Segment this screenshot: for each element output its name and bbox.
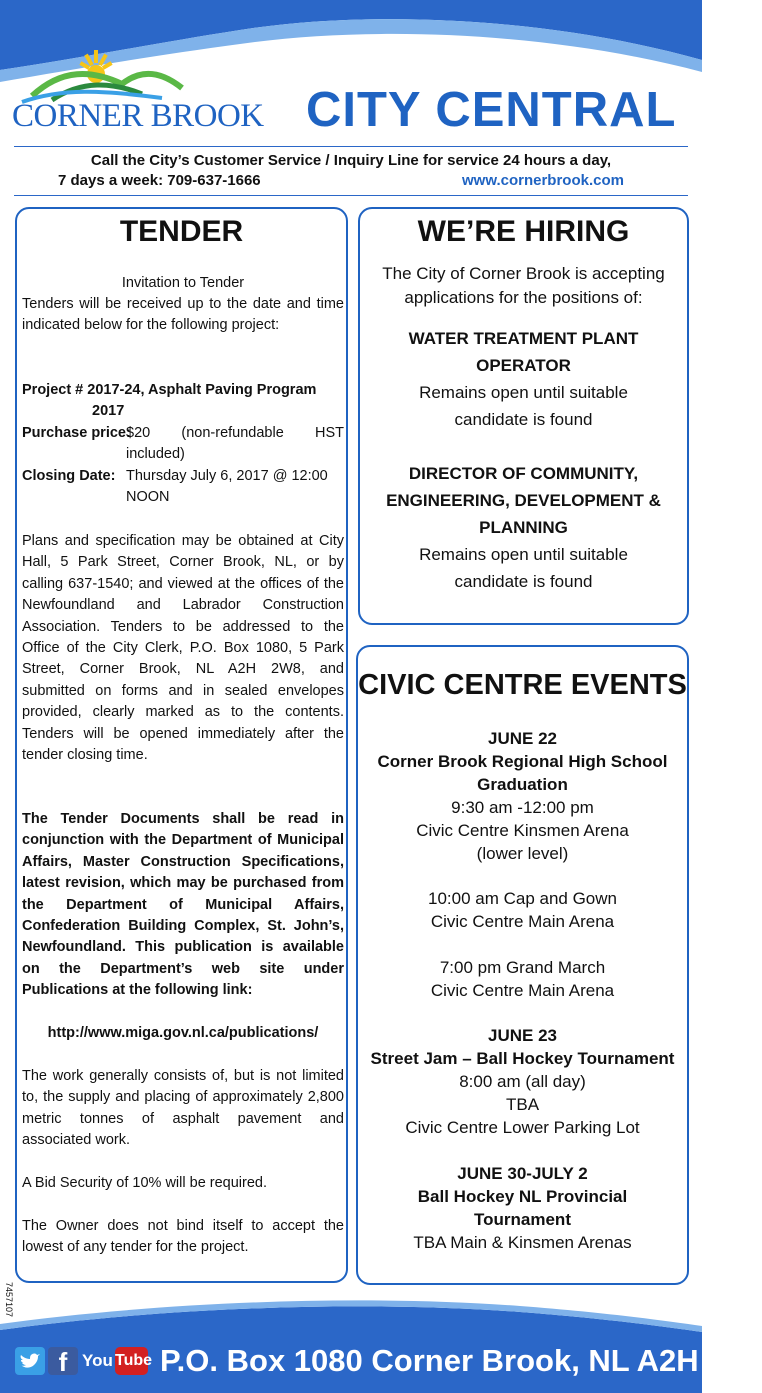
events-title: CIVIC CENTRE EVENTS [358,669,687,701]
header-divider-2 [14,195,688,196]
event-4-tba: TBA [505,1095,540,1114]
event-1-name: Corner Brook Regional High School Graduation [377,752,668,794]
position-name-2: DIRECTOR OF COMMUNITY, ENGINEERING, DEVELOPMENT & PLANNING [386,464,661,537]
tender-owner: The Owner does not bind itself to accept the lowest of any tender for the project. [22,1218,344,1256]
header-divider [14,146,688,147]
ad-code: 7457107 [4,1282,14,1318]
event-1-time: 9:30 am -12:00 pm [451,798,594,817]
corner-brook-logo [12,48,302,140]
event-2-place: Civic Centre Main Arena [430,912,615,931]
youtube-tube-text: Tube [115,1347,148,1375]
tender-work: The work generally consists of, but is not limited to, the supply and placing of approximately 2,800 metric tonnes of asphalt pavement and associated work. [22,1068,344,1149]
event-5-place: TBA Main & Kinsmen Arenas [413,1233,632,1252]
tender-invitation: Invitation to Tender [121,275,245,291]
event-4-time: 8:00 am (all day) [459,1072,586,1091]
logo-text: CORNER BROOK [12,98,264,134]
twitter-icon[interactable] [15,1347,45,1375]
event-5-date: JUNE 30-JULY 2 [457,1164,588,1183]
tender-closing-row [22,466,344,509]
event-4-date: JUNE 23 [488,1026,557,1045]
tender-closing-value: Thursday July 6, 2017 @ 12:00 NOON [126,468,328,506]
event-3-time: 7:00 pm Grand March [439,958,606,977]
tender-project-label: Project # 2017-24, Asphalt Paving Program [22,382,317,398]
hiring-box [358,207,689,625]
tender-purchase-row [22,423,344,466]
tender-title: TENDER [119,215,244,248]
event-1-place: Civic Centre Kinsmen Arena (lower level) [416,821,629,863]
youtube-you-text: You [82,1351,113,1370]
event-4-name: Street Jam – Ball Hockey Tournament [370,1049,675,1068]
tender-plans: Plans and specification may be obtained at City Hall, 5 Park Street, Corner Brook, NL, or by calling 637-1540; and viewed at the offices of the Newfoundland and Labrador Construction Association. Tenders to be addressed to the Office of the City Clerk, P.O. Box 1080, 5 Park Street, Corner Brook, NL A2H 2W8, and submitted on forms and in sealed envelopes provided, clearly marked as to the contents. Tenders will be opened immediately after the tender closing time. [22,533,344,764]
hiring-title: WE’RE HIRING [417,215,630,248]
position-name-1: WATER TREATMENT PLANT OPERATOR [408,329,639,375]
tender-project [22,380,344,423]
event-1-date: JUNE 22 [488,729,557,748]
facebook-icon[interactable]: f [48,1347,78,1375]
event-3-place: Civic Centre Main Arena [430,981,615,1000]
service-line-2: 7 days a week: 709-637-1666 [58,172,261,189]
website-link[interactable]: www.cornerbrook.com [462,172,624,189]
events-box [356,645,689,1285]
footer-address: P.O. Box 1080 Corner Brook, NL A2H 6E1 [160,1343,762,1378]
tender-security: A Bid Security of 10% will be required. [22,1175,268,1191]
twitter-bird-icon [15,1347,45,1375]
position-status-1: Remains open until suitable candidate is found [419,383,628,429]
event-2-time: 10:00 am Cap and Gown [427,889,617,908]
tender-box [15,207,348,1283]
tender-closing-label: Closing Date: [22,468,116,484]
hiring-intro: The City of Corner Brook is accepting applications for the positions of: [382,264,665,307]
service-line-1: Call the City’s Customer Service / Inquiry Line for service 24 hours a day, [90,152,612,169]
position-status-2: Remains open until suitable candidate is found [419,545,628,591]
page-title: CITY CENTRAL [306,83,677,137]
tender-intro: Tenders will be received up to the date and time indicated below for the following project: [22,296,344,334]
tender-purchase-value: $20 (non-refundable HST included) [126,425,344,463]
event-4-place: Civic Centre Lower Parking Lot [405,1118,640,1137]
tender-project-year: 2017 [92,403,125,420]
event-5-name: Ball Hockey NL Provincial Tournament [417,1187,628,1229]
tender-documents: The Tender Documents shall be read in conjunction with the Department of Municipal Affairs, Master Construction Specifications, latest revision, which may be purchased from the Department of Municipal Affairs, Confederation Building Complex, St. John’s, Newfoundland. This publication is available on the Department’s web site under Publications at the following link: [22,811,344,999]
youtube-icon[interactable] [82,1347,153,1375]
tender-purchase-label: Purchase price: [22,425,131,441]
tender-link[interactable]: http://www.miga.gov.nl.ca/publications/ [47,1025,319,1041]
